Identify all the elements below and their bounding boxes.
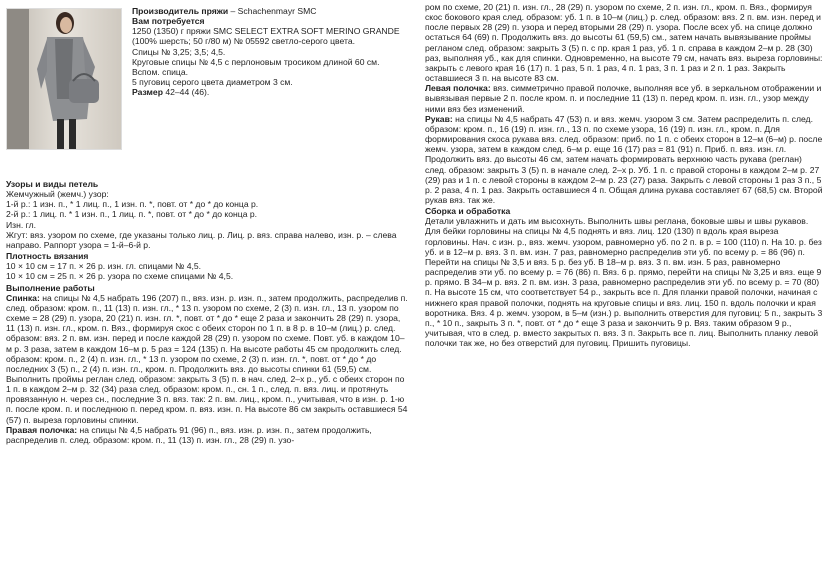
right-front-text: на спицы № 4,5 набрать 91 (96) п., вяз. изн. р. изн. п., затем продолжить, распределив п. след. образом: кром. п., 11 (13) п. изн. гл., 28 (29) п. узо- <box>6 424 372 445</box>
needs-line-circular: Круговые спицы № 4,5 с перлоновым тросиком длиной 60 см. <box>132 56 380 67</box>
right-front-paragraph <box>6 425 410 445</box>
right-column <box>425 2 823 348</box>
assembly-text: Детали увлажнить и дать им высохнуть. Выполнить швы реглана, боковые швы и швы рукавов. Для бейки горловины на спицы № 4,5 поднять и вяз. лиц. 120 (130) п вдоль края выреза горловины. Нач. с изн. р., вяз. жемч. узором, равномерно уб. по 2 п. в р. = 100 (110) п. На 10. р. без уб. и в 12–м р. вяз. 3 п. вм. изн. 7 раз, равномерно распределив эти уб. по всему р. = 86 (96) п. Перейти на спицы № 3,5 и вяз. 5 р. без уб. В 18–м р. вяз. 3 п. вм. изн. 5 раз, равномерно распределив эти уб. по всему р. = 76 (86) п. Вяз. 6 р. прямо, перейти на спицы № 3,25 и вяз. еще 9 р. прямо. В 34–м р. вяз. 2 п. вм. изн. 3 раза, равномерно распределив эти уб. по всему р. = 70 (80) п. На высоте 15 см, что соответствует 54 р., закрыть все п. Для планки правой полочки, начиная с нижнего края правой полочки, поднять на круговые спицы и вяз. лиц. 150 п. вдоль полочки и края воротника. Вяз. 4 р. жемч. узором, в 5–м (изн.) р. выполнить отверстия для пуговиц: 5 п., закрыть 3 п., * 10 п., закрыть 3 п. *, повт. от * до * еще 3 раза и закончить 9 р. Вяз. таким образом 9 р., учитывая, что в след. р. вместо закрытых п. вяз. 3 п. Закрыть все п. лиц. Выполнить планку левой полочки так же, но без отверстий для пуговиц. Пришить пуговицы. <box>425 216 823 349</box>
right-front-label: Правая полочка: <box>6 424 78 435</box>
back-paragraph <box>6 293 410 425</box>
manufacturer-label: Производитель пряжи <box>132 6 229 16</box>
left-column <box>6 178 410 445</box>
pattern-line: Жгут: вяз. узором по схеме, где указаны только лиц. р. Лиц. р. вяз. справа налево, изн. р. – слева направо. Раппорт узора = 1-й–6-й р. <box>6 229 397 250</box>
sleeve-paragraph <box>425 114 823 205</box>
work-heading: Выполнение работы <box>6 282 95 293</box>
model-photo <box>6 8 122 150</box>
patterns-heading: Узоры и виды петель <box>6 179 99 189</box>
left-front-text: вяз. симметрично правой полочке, выполняя все уб. в зеркальном отображении и вывязывая первые 2 п. после кром. п. и последние 11 (13) п. перед кром. п. изн. гл., узор между ними вяз без изменений. <box>425 83 822 114</box>
size-label: Размер <box>132 87 163 98</box>
sleeve-text: на спицы № 4,5 набрать 47 (53) п. и вяз. жемч. узором 3 см. Затем распределить п. след. образом: кром. п., 16 (19) п. изн. гл., 13 п. по схеме узора, 16 (19) п. изн. гл., кром. п. Для формирования скоса рукава вяз. след. образом: приб. по 1 п. с обеих сторон в 12–м (6–м) р. после жемч. узора, затем в каждом след. 6–м р. еще 16 (17) раз = 81 (91) п. Приб. п. вяз. изн. гл. Продолжить вяз. до высоты 46 см, затем начать формировать верхнюю часть рукава (реглан) след. образом: закрыть 3 (5) п. в начале след. 2–х р. Уб. 1 п. с правой стороны в каждом 2–м р. 27 (29) раз и 1 п. с левой стороны в каждом 2–м р. 23 (27) раза. Закрыть с левой стороны 1 раз 3 п., 5 р. 2 раза, 4 п. 1 раз. Закрыть оставшиеся 4 п. Общая длина рукава составляет 67 (68,5) см. Второй рукав вяз. так же. <box>425 113 823 205</box>
back-text: на спицы № 4,5 набрать 196 (207) п., вяз. изн. р. изн. п., затем продолжить, распределив п. след. образом: кром. п., 11 (13) п. изн. гл., * 13 п. узором по схеме, 2 (3) п. изн. гл., 13 п. узором по схеме = 28 (29) п. узора, 20 (21) п. изн. гл. *, повт. от * до * еще 2 раза и закончить 28 (29) п. узора, 11 (13) п. изн. гл., кром. п. Вяз., формируя скос с обеих сторон по 1 п. в 8 р. в 10–м (лиц.) р. след. образом: вяз. 2 п. вм. изн. перед и после каждой 28 (29) п. узором по схеме. Повт. уб. в каждом 10–м р. 3 раза, затем в каждом 16–м р. 5 раз = 124 (135) п. На высоте работы 45 см продолжить след. образом: кром. п., 2 (4) п. изн. гл., * 13 п. узором по схеме, 2 (3) п. изн. гл. *, повт. от * до * до последних 3 (5) п., 2 (4) п. изн. гл., кром. п. Продолжить вяз. до высоты спинки 61 (59,5) см. Выполнить проймы реглан след. образом: закрыть 3 (5) п. в нач. след. 2–х р., уб. с обеих сторон по 1 п. в каждом 2–м р. 32 (34) раза след. образом: кром. п., сн. 1 п., след. п. вяз. лиц. и протянуть провязанную н. через сн., последние 3 п. вяз. так: 2 п. вм. лиц., кром. п., учитывая, что в изн. р. 1-ю п. после кром. п. и последнюю п. перед кром. п. вяз. изн. п. На высоте 86 см закрыть оставшиеся 54 (57) п. выреза горловины спинки. <box>6 292 408 425</box>
pattern-line: 1-й р.: 1 изн. п., * 1 лиц. п., 1 изн. п. *, повт. от * до * до конца р. <box>6 199 259 210</box>
left-front-label: Левая полочка: <box>425 83 491 94</box>
needs-line-yarn: 1250 (1350) г пряжи SMC SELECT EXTRA SOFT MERINO GRANDE (100% шерсть; 50 г/80 м) № 05592 светло-серого цвета. <box>132 26 400 47</box>
density-heading: Плотность вязания <box>6 251 89 262</box>
size-line <box>132 87 404 97</box>
density-line: 10 × 10 см = 17 п. × 26 р. изн. гл. спицами № 4,5. <box>6 261 202 272</box>
left-front-paragraph <box>425 83 823 113</box>
sleeve-label: Рукав: <box>425 113 453 124</box>
pattern-line: Жемчужный (жемч.) узор: <box>6 189 109 200</box>
needs-line-needles: Спицы № 3,25; 3,5; 4,5. <box>132 46 226 57</box>
needs-line-aux: Вспом. спица. <box>132 66 188 77</box>
pattern-line: Изн. гл. <box>6 219 36 230</box>
back-label: Спинка: <box>6 292 40 303</box>
assembly-heading: Сборка и обработка <box>425 206 511 217</box>
materials-block <box>132 6 404 97</box>
size-value: 42–44 (46). <box>162 87 210 98</box>
density-line: 10 × 10 см = 25 п. × 26 р. узора по схеме спицами № 4,5. <box>6 271 234 282</box>
needs-line-buttons: 5 пуговиц серого цвета диаметром 3 см. <box>132 77 293 88</box>
model-photo-illustration <box>7 9 121 149</box>
manufacturer-line <box>132 6 404 16</box>
pattern-line: 2-й р.: 1 лиц. п. * 1 изн. п., 1 лиц. п. *, повт. от * до * до конца р. <box>6 209 258 220</box>
needs-heading: Вам потребуется <box>132 16 205 27</box>
right-front-continuation: ром по схеме, 20 (21) п. изн. гл., 28 (29) п. узором по схеме, 2 п. изн. гл., кром. п. Вяз., формируя скос бокового края след. образом: уб. 1 п. в 10–м (лиц.) р. след. образом: вяз. 2 п. вм. изн. перед и после первых 28 (29) п. узора и перед вторыми 28 (29) п. узора. После всех уб. на спице должно остаться 64 (69) п. Продолжить вяз. до высоты 61 (59,5) см., затем начать вывязывание проймы регланом след. образом: закрыть 3 (5) п. с пр. края 1 раз, уб. 1 п. справа в каждом 2–м р. 28 (30) раз, выполняя уб., как для спинки. Одновременно, на высоте 79 см, начать вяз. выреза горловины: закрыть с левого края 16 (17) п. 1 раз, 5 п. 1 раз, 4 п. 1 раз, 3 п. 1 раз и 2 п. 1 раз. Закрыть оставшиеся 3 п. на высоте 83 см. <box>425 2 823 84</box>
manufacturer-value: – Schachenmayr SMC <box>228 6 317 16</box>
